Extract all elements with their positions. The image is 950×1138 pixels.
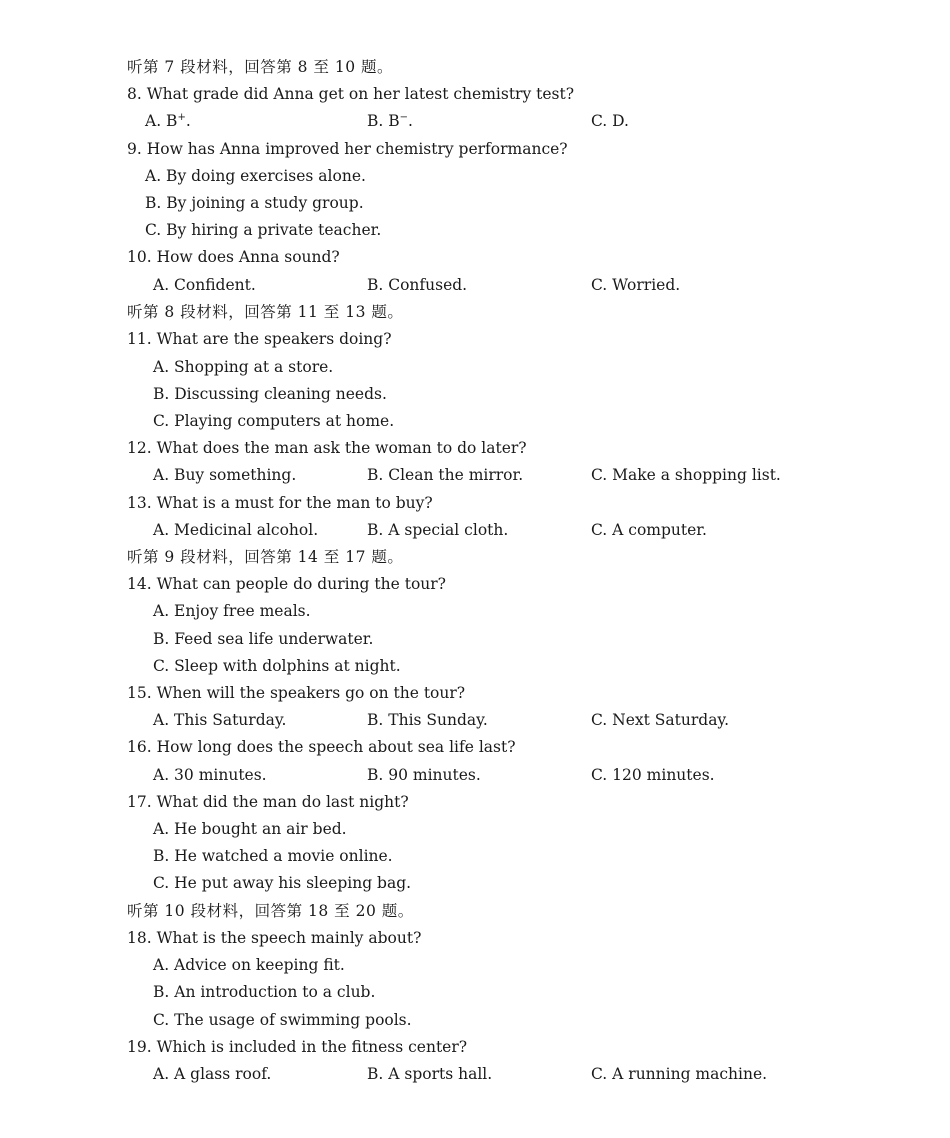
section-header <box>0 300 950 324</box>
question-stem: 11. What are the speakers doing? <box>127 330 392 348</box>
question-11-option-c <box>0 409 950 433</box>
question-stem: 13. What is a must for the man to buy? <box>127 494 433 512</box>
option-c: C. A computer. <box>591 521 707 539</box>
option-c: C. Make a shopping list. <box>591 466 781 484</box>
question-10-options <box>0 273 950 297</box>
option-b-superscript: − <box>399 112 409 123</box>
option-a: A. Shopping at a store. <box>153 358 334 376</box>
question-14-option-b <box>0 627 950 651</box>
section-8-instruction: 听第 8 段材料，回答第 11 至 13 题。 <box>127 303 404 321</box>
option-c: C. Playing computers at home. <box>153 412 395 430</box>
option-a: A. Confident. <box>153 276 256 294</box>
option-b: B. By joining a study group. <box>145 194 364 212</box>
option-c: C. The usage of swimming pools. <box>153 1011 412 1029</box>
question-18-option-c <box>0 1008 950 1032</box>
option-b: B. A sports hall. <box>367 1065 493 1083</box>
option-b-base: B. B <box>367 112 400 130</box>
question-18-option-b <box>0 980 950 1004</box>
option-a: A. Advice on keeping fit. <box>153 956 345 974</box>
question-stem: 12. What does the man ask the woman to do later? <box>127 439 527 457</box>
question-10 <box>0 245 950 269</box>
option-a: A. Medicinal alcohol. <box>153 521 319 539</box>
option-a: A. By doing exercises alone. <box>145 167 366 185</box>
question-17 <box>0 790 950 814</box>
option-a: A. This Saturday. <box>153 711 287 729</box>
question-stem: 9. How has Anna improved her chemistry performance? <box>127 140 568 158</box>
question-stem: 18. What is the speech mainly about? <box>127 929 422 947</box>
question-9 <box>0 137 950 161</box>
question-19 <box>0 1035 950 1059</box>
option-a-superscript: + <box>177 112 186 123</box>
option-a-tail: . <box>185 112 191 130</box>
question-13 <box>0 491 950 515</box>
question-11-option-a <box>0 355 950 379</box>
section-header <box>0 545 950 569</box>
option-c: C. A running machine. <box>591 1065 768 1083</box>
option-c: C. D. <box>591 112 629 130</box>
option-b <box>367 109 413 133</box>
option-c: C. Next Saturday. <box>591 711 730 729</box>
question-16 <box>0 735 950 759</box>
question-stem: 8. What grade did Anna get on her latest chemistry test? <box>127 85 575 103</box>
question-19-options <box>0 1062 950 1086</box>
option-b: B. Discussing cleaning needs. <box>153 385 387 403</box>
section-10-instruction: 听第 10 段材料，回答第 18 至 20 题。 <box>127 902 414 920</box>
option-b: B. This Sunday. <box>367 711 488 729</box>
option-a: A. A glass roof. <box>153 1065 272 1083</box>
option-b: B. A special cloth. <box>367 521 509 539</box>
section-7-instruction: 听第 7 段材料，回答第 8 至 10 题。 <box>127 58 394 76</box>
option-b: B. Confused. <box>367 276 468 294</box>
option-a: A. He bought an air bed. <box>153 820 347 838</box>
question-15 <box>0 681 950 705</box>
option-b: B. Feed sea life underwater. <box>153 630 374 648</box>
question-9-option-b <box>0 191 950 215</box>
option-c: C. Worried. <box>591 276 681 294</box>
option-a <box>145 109 191 133</box>
section-header <box>0 55 950 79</box>
question-17-option-a <box>0 817 950 841</box>
question-17-option-b <box>0 844 950 868</box>
question-stem: 16. How long does the speech about sea life last? <box>127 738 516 756</box>
option-a: A. Enjoy free meals. <box>153 602 311 620</box>
question-stem: 19. Which is included in the fitness center? <box>127 1038 468 1056</box>
option-c: C. He put away his sleeping bag. <box>153 874 412 892</box>
option-c: C. By hiring a private teacher. <box>145 221 382 239</box>
section-9-instruction: 听第 9 段材料，回答第 14 至 17 题。 <box>127 548 404 566</box>
question-14-option-c <box>0 654 950 678</box>
question-18-option-a <box>0 953 950 977</box>
option-c: C. Sleep with dolphins at night. <box>153 657 401 675</box>
question-9-option-c <box>0 218 950 242</box>
option-b: B. He watched a movie online. <box>153 847 393 865</box>
option-a: A. 30 minutes. <box>153 766 267 784</box>
section-header <box>0 899 950 923</box>
option-c: C. 120 minutes. <box>591 766 715 784</box>
question-17-option-c <box>0 871 950 895</box>
question-11 <box>0 327 950 351</box>
option-b: B. An introduction to a club. <box>153 983 376 1001</box>
question-14-option-a <box>0 599 950 623</box>
option-b: B. 90 minutes. <box>367 766 481 784</box>
option-a-base: A. B <box>145 112 178 130</box>
option-a: A. Buy something. <box>153 466 297 484</box>
question-15-options <box>0 708 950 732</box>
question-12-options <box>0 463 950 487</box>
question-14 <box>0 572 950 596</box>
question-11-option-b <box>0 382 950 406</box>
question-18 <box>0 926 950 950</box>
question-stem: 14. What can people do during the tour? <box>127 575 446 593</box>
question-16-options <box>0 763 950 787</box>
question-13-options <box>0 518 950 542</box>
question-12 <box>0 436 950 460</box>
option-b-tail: . <box>408 112 413 130</box>
question-stem: 15. When will the speakers go on the tour? <box>127 684 466 702</box>
question-8-options <box>0 109 950 133</box>
question-8 <box>0 82 950 106</box>
question-stem: 10. How does Anna sound? <box>127 248 340 266</box>
option-b: B. Clean the mirror. <box>367 466 524 484</box>
question-stem: 17. What did the man do last night? <box>127 793 409 811</box>
question-9-option-a <box>0 164 950 188</box>
